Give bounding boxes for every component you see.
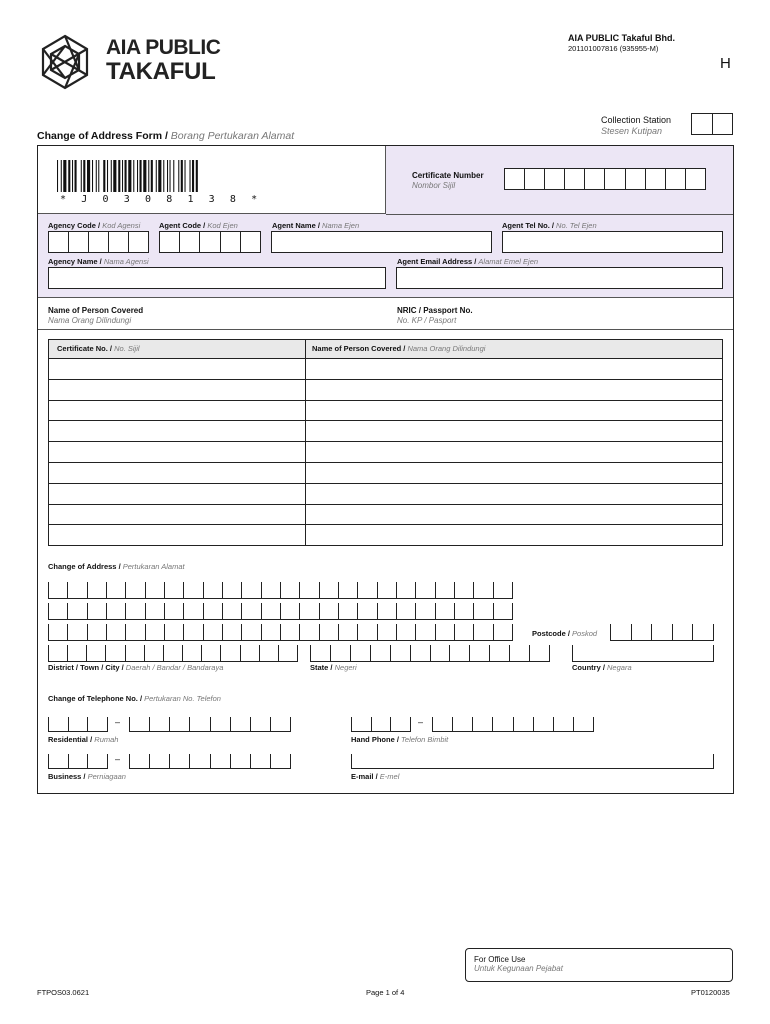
barcode-bar	[113, 160, 116, 192]
barcode-bar	[137, 160, 138, 192]
nric-label-ms: No. KP / Pasport	[397, 316, 457, 325]
form-code: H	[720, 55, 731, 72]
barcode-bar	[122, 160, 123, 192]
barcode-bar	[167, 160, 168, 192]
logo-text-line1: AIA PUBLIC	[106, 36, 221, 59]
table-cell-certificate[interactable]	[49, 463, 306, 483]
table-cell-certificate[interactable]	[49, 442, 306, 462]
table-cell-certificate[interactable]	[49, 359, 306, 379]
certificate-number-label-ms: Nombor Sijil	[412, 181, 456, 190]
table-cell-certificate[interactable]	[49, 505, 306, 525]
agency-name-label: Agency Name / Nama Agensi	[48, 257, 149, 266]
business-dash: –	[115, 754, 121, 764]
office-use-label-ms: Untuk Kegunaan Pejabat	[474, 964, 563, 973]
barcode-bar	[125, 160, 127, 192]
certificate-table	[48, 339, 723, 546]
table-row	[49, 525, 722, 546]
agent-name-label: Agent Name / Nama Ejen	[272, 221, 360, 230]
table-header-certificate: Certificate No. / No. Sijil	[49, 340, 306, 358]
agent-email-field[interactable]	[396, 267, 723, 289]
country-field[interactable]	[572, 645, 714, 662]
barcode-bar	[107, 160, 108, 192]
agent-tel-field[interactable]	[502, 231, 723, 253]
address-line-1[interactable]	[48, 582, 513, 599]
handphone-prefix-field[interactable]	[351, 717, 411, 732]
agent-email-label: Agent Email Address / Alamat Emel Ejen	[397, 257, 539, 266]
table-row	[49, 505, 722, 526]
postcode-label: Postcode / Poskod	[532, 629, 598, 638]
company-name: AIA PUBLIC Takaful Bhd.	[568, 33, 676, 43]
residential-prefix-field[interactable]	[48, 717, 108, 732]
email-label: E-mail / E-mel	[351, 772, 400, 781]
collection-station-label-ms: Stesen Kutipan	[601, 126, 663, 136]
table-cell-name[interactable]	[306, 442, 722, 462]
barcode-bar	[158, 160, 161, 192]
collection-station-label: Collection Station	[601, 115, 672, 125]
barcode-bar	[98, 160, 99, 192]
certificate-number-label: Certificate Number	[412, 171, 484, 180]
state-field[interactable]	[310, 645, 550, 662]
table-cell-name[interactable]	[306, 463, 722, 483]
residential-number-field[interactable]	[129, 717, 291, 732]
table-cell-certificate[interactable]	[49, 484, 306, 504]
aia-logo-icon	[36, 33, 94, 91]
barcode	[57, 160, 247, 194]
agent-tel-label: Agent Tel No. / No. Tel Ejen	[502, 221, 597, 230]
table-cell-name[interactable]	[306, 505, 722, 525]
agent-name-field[interactable]	[271, 231, 492, 253]
table-row	[49, 484, 722, 505]
barcode-bar	[61, 160, 62, 192]
nric-label: NRIC / Passport No.	[397, 306, 473, 315]
address-heading: Change of Address / Pertukaran Alamat	[48, 562, 185, 571]
table-cell-name[interactable]	[306, 359, 722, 379]
barcode-bar	[185, 160, 186, 192]
collection-station-boxes[interactable]	[691, 113, 733, 135]
barcode-bar	[57, 160, 58, 192]
barcode-text: * J 0 3 0 8 1 3 8 *	[60, 194, 262, 205]
country-label: Country / Negara	[572, 663, 632, 672]
table-row	[49, 421, 722, 442]
person-name-label-ms: Nama Orang Dilindungi	[48, 316, 132, 325]
barcode-bar	[72, 160, 73, 192]
agent-code-label: Agent Code / Kod Ejen	[159, 221, 238, 230]
barcode-bar	[170, 160, 171, 192]
table-row	[49, 380, 722, 401]
district-label: District / Town / City / Daerah / Bandar / Bandaraya	[48, 663, 224, 672]
barcode-bar	[128, 160, 131, 192]
footer-form-code: FTPOS03.0621	[37, 988, 90, 997]
barcode-bar	[140, 160, 142, 192]
table-cell-certificate[interactable]	[49, 421, 306, 441]
form-title	[37, 130, 294, 142]
barcode-bar	[173, 160, 174, 192]
certificate-number-boxes[interactable]	[504, 168, 706, 190]
table-cell-name[interactable]	[306, 484, 722, 504]
handphone-number-field[interactable]	[432, 717, 594, 732]
form-title-ms: Borang Pertukaran Alamat	[170, 130, 295, 142]
barcode-bar	[151, 160, 153, 192]
residential-dash: –	[115, 717, 121, 727]
table-row	[49, 463, 722, 484]
business-prefix-field[interactable]	[48, 754, 108, 769]
agent-code-boxes[interactable]	[159, 231, 261, 253]
barcode-bar	[68, 160, 70, 192]
table-row	[49, 401, 722, 422]
agent-divider	[386, 214, 733, 215]
barcode-bar	[92, 160, 93, 192]
person-name-label: Name of Person Covered	[48, 306, 144, 315]
table-cell-name[interactable]	[306, 525, 722, 546]
table-body	[49, 359, 722, 546]
table-header	[49, 340, 722, 359]
form-title-en: Change of Address Form /	[37, 130, 171, 142]
barcode-bar	[103, 160, 105, 192]
barcode-bar	[148, 160, 149, 192]
table-cell-certificate[interactable]	[49, 401, 306, 421]
barcode-bar	[143, 160, 146, 192]
office-use-label: For Office Use	[474, 955, 526, 964]
residential-label: Residential / Rumah	[48, 735, 119, 744]
table-header-name: Name of Person Covered / Nama Orang Dilindungi	[312, 344, 486, 353]
barcode-bar	[178, 160, 179, 192]
barcode-bar	[111, 160, 112, 192]
handphone-label: Hand Phone / Telefon Bimbit	[351, 735, 449, 744]
barcode-bar	[63, 160, 66, 192]
agency-code-label: Agency Code / Kod Agensi	[48, 221, 141, 230]
postcode-field[interactable]	[610, 624, 714, 641]
footer-document-code: PT0120035	[691, 988, 730, 997]
district-field[interactable]	[48, 645, 298, 662]
business-label: Business / Perniagaan	[48, 772, 126, 781]
company-reg: 201101007816 (935955-M)	[568, 44, 659, 53]
barcode-bar	[163, 160, 164, 192]
barcode-bar	[192, 160, 194, 192]
barcode-bar	[87, 160, 90, 192]
table-cell-certificate[interactable]	[49, 380, 306, 400]
barcode-bar	[196, 160, 198, 192]
telephone-heading: Change of Telephone No. / Pertukaran No. Telefon	[48, 694, 221, 703]
email-field[interactable]	[351, 754, 714, 769]
address-line-3[interactable]	[48, 624, 513, 641]
table-cell-name[interactable]	[306, 380, 722, 400]
logo-text-line2: TAKAFUL	[106, 58, 216, 85]
state-label: State / Negeri	[310, 663, 357, 672]
barcode-bar	[96, 160, 97, 192]
business-number-field[interactable]	[129, 754, 291, 769]
address-line-2[interactable]	[48, 603, 513, 620]
barcode-bar	[181, 160, 183, 192]
agency-code-boxes[interactable]	[48, 231, 149, 253]
handphone-dash: –	[418, 717, 424, 727]
barcode-bar	[75, 160, 77, 192]
table-cell-certificate[interactable]	[49, 525, 306, 546]
table-cell-name[interactable]	[306, 421, 722, 441]
barcode-bar	[83, 160, 85, 192]
table-cell-name[interactable]	[306, 401, 722, 421]
barcode-bar	[190, 160, 191, 192]
table-row	[49, 359, 722, 380]
barcode-bar	[133, 160, 134, 192]
person-divider	[38, 329, 733, 330]
barcode-bar	[118, 160, 120, 192]
agency-name-field[interactable]	[48, 267, 386, 289]
table-row	[49, 442, 722, 463]
barcode-bar	[81, 160, 82, 192]
barcode-bar	[156, 160, 157, 192]
footer-page-number: Page 1 of 4	[366, 988, 405, 997]
